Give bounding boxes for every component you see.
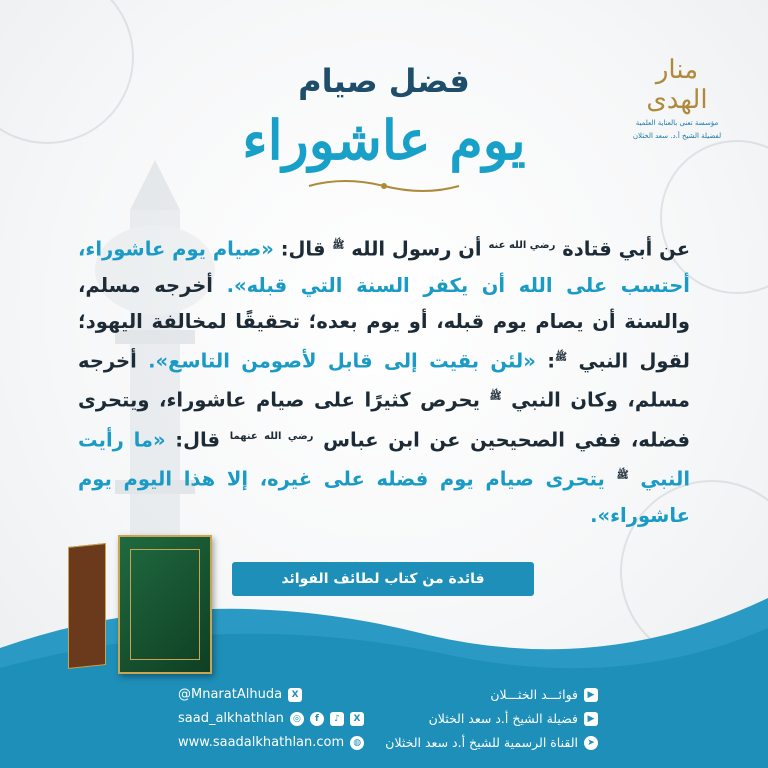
- honorific: رضي الله عنهما: [229, 430, 314, 442]
- quote: يتحرى صيام يوم فضله على غيره، إلا هذا اليوم يوم عاشوراء».: [78, 467, 690, 527]
- text-part: عن أبي قتادة: [562, 237, 691, 261]
- footer-social[interactable]: [178, 707, 364, 731]
- text-part: قال:: [280, 237, 326, 261]
- text-part: أن رسول الله: [351, 237, 482, 261]
- text-part: قال:: [175, 428, 221, 451]
- youtube-icon: ▶: [584, 712, 598, 726]
- footer-channel-text: القناة الرسمية للشيخ أ.د سعد الخثلان: [385, 735, 578, 750]
- footer-website[interactable]: [178, 731, 364, 755]
- title-small: فضل صيام: [298, 62, 470, 100]
- book-label: فائدة من كتاب لطائف الفوائد: [232, 562, 534, 596]
- footer-handle-text: @MnaratAlhuda: [178, 687, 283, 702]
- quote: «صيام يوم عاشوراء، أحتسب على الله أن يكفر السنة التي قبله».: [78, 237, 690, 297]
- logo-name: منار الهدى: [646, 55, 708, 115]
- honorific: رضي الله عنه: [488, 240, 556, 251]
- footer-social-text: saad_alkhathlan: [178, 711, 284, 726]
- text-part: أخرجه مسلم، والسنة أن يصام يوم قبله، أو يوم بعده؛ تحقيقًا لمخالفة اليهود؛ لقول النبي: [78, 273, 690, 372]
- youtube-icon: ▶: [584, 688, 598, 702]
- book-image: [68, 543, 106, 669]
- telegram-icon: ➤: [584, 736, 598, 750]
- footer-website-text: www.saadalkhathlan.com: [178, 735, 345, 750]
- text-part: يحرص كثيرًا على صيام عاشوراء، ويتحرى فضله، ففي الصحيحين عن ابن عباس: [78, 388, 691, 451]
- footer-channel[interactable]: [385, 731, 598, 755]
- footer-right: [385, 683, 598, 755]
- text-part: أخرجه مسلم، وكان النبي: [78, 349, 690, 412]
- honorific: ﷺ: [555, 351, 568, 363]
- globe-icon: ◍: [350, 736, 364, 750]
- footer-handle[interactable]: [178, 683, 364, 707]
- quote: «لئن بقيت إلى قابل لأصومن التاسع».: [148, 349, 536, 372]
- book-image: [118, 535, 212, 674]
- honorific: ﷺ: [489, 391, 502, 402]
- footer-left: [178, 683, 364, 755]
- x-icon: X: [350, 712, 364, 726]
- title-big: يوم عاشوراء: [242, 108, 526, 172]
- honorific: ﷺ: [332, 240, 345, 251]
- honorific: ﷺ: [616, 470, 629, 481]
- footer-channel-text: فوائـــد الخثـــلان: [490, 687, 578, 702]
- x-icon: X: [288, 688, 302, 702]
- footer-channel-text: فضيلة الشيخ أ.د سعد الخثلان: [428, 711, 578, 726]
- instagram-icon: ◎: [290, 712, 304, 726]
- tiktok-icon: ♪: [330, 712, 344, 726]
- facebook-icon: f: [310, 712, 324, 726]
- ornament-divider: [304, 176, 464, 196]
- logo-subtitle-2: لفضيلة الشيخ أ.د. سعد الخثلان: [632, 132, 722, 140]
- quote: «ما رأيت النبي: [78, 428, 690, 491]
- hadith-text: عن أبي قتادة $^{رضي الله عنه}$ أن رسول الله $^ﷺ$ قال: «صيام يوم عاشوراء، أحتسب على الله أن يكفر السنة التي قبله». أخرجه مسلم، والسنة أن يصام يوم قبله، أو يوم بعده؛ تحقيقًا لمخالفة اليهود؛ لقول النبي $^ﷺ$: «لئن بقيت إلى قابل لأصومن التاسع». أخرجه مسلم، وكان النبي $^ﷺ$ يحرص كثيرًا على صيام عاشوراء، ويتحرى فضله، ففي الصحيحين عن ابن عباس $^{رضي الله عنهما}$ قال: «ما رأيت النبي $^ﷺ$ يتحرى صيام يوم فضله على غيره، إلا هذا اليوم يوم عاشوراء».: [78, 237, 691, 527]
- footer-channel[interactable]: [385, 707, 598, 731]
- footer-channel[interactable]: [385, 683, 598, 707]
- logo-subtitle: مؤسسة تعنى بالعناية العلمية: [635, 119, 719, 127]
